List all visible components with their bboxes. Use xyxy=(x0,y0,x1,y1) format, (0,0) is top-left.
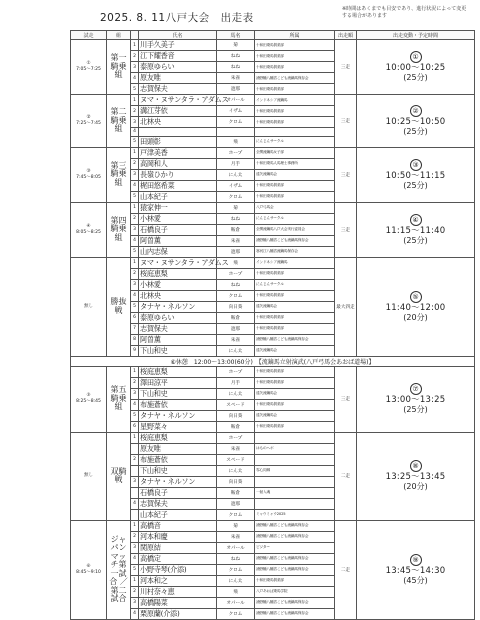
break-row xyxy=(71,356,475,366)
rider-affiliation: 十和田乗馬人馬理士事務所 xyxy=(255,158,335,169)
rider-name: ヌマ・ヌサンタラ・アダムス xyxy=(140,95,229,104)
horse-name: クロム xyxy=(217,608,255,619)
rider-number: 4 xyxy=(131,399,139,410)
trial-time: ② 7:25〜7:45 xyxy=(71,95,107,148)
rider-affiliation: 一射入魂 xyxy=(255,487,335,498)
horse-name: 月手 xyxy=(217,377,255,388)
rider-name: 石橋良子 xyxy=(139,487,217,498)
run-order: 三走 xyxy=(335,202,357,257)
rider-name: 桜庭恵梨 xyxy=(139,268,217,279)
rider-affiliation: インドネシア流鏑馬 xyxy=(255,257,335,268)
rider-name: 下山和史 xyxy=(139,345,217,356)
rider-number: 5 xyxy=(131,136,139,147)
rider-affiliation: 十和田乗馬俱楽部 xyxy=(255,51,335,62)
rider-number: 3 xyxy=(131,117,139,128)
schedule-cell xyxy=(357,520,475,619)
table-row xyxy=(71,147,475,158)
rider-affiliation: 十和田乗馬俱楽部 xyxy=(255,106,335,117)
rider-number: 3 xyxy=(131,476,139,487)
rider-name: 澤田涼平 xyxy=(139,377,217,388)
run-order: 三走 xyxy=(335,40,357,95)
horse-name: にん太 xyxy=(217,169,255,180)
rider-number: 2 xyxy=(131,586,139,597)
rider-name: 河本和慶 xyxy=(139,531,217,542)
horse-name: クロム xyxy=(217,509,255,520)
rider-number: 1 xyxy=(131,432,139,443)
rider-affiliation: 浦野幡八幡宮こども流鏑馬保存会 xyxy=(255,520,335,531)
rider-number: 2 xyxy=(131,268,139,279)
horse-name: 遮那 xyxy=(217,84,255,95)
schedule-number: ② xyxy=(410,105,422,117)
rider-affiliation: 十和田乗馬俱楽部 xyxy=(255,377,335,388)
group-label: 第二騎乗組 xyxy=(107,95,131,148)
rider-name: 阿曽薫 xyxy=(139,235,217,246)
rider-name: 小林愛 xyxy=(139,213,217,224)
horse-name: イザム xyxy=(217,106,255,117)
rider-affiliation: にんじんサークル xyxy=(255,136,335,147)
rider-affiliation: 浦野幡八幡宮こども流鏑馬保存会 xyxy=(255,334,335,345)
trial-time: ⑤ 8:25〜8:45 xyxy=(71,366,107,432)
rider-affiliation: 十和田乗馬俱楽部 xyxy=(255,84,335,95)
rider-number: 3 xyxy=(131,597,139,608)
run-order: 二走 xyxy=(335,432,357,520)
rider-affiliation xyxy=(255,476,335,487)
header-order: 出走順 xyxy=(335,31,357,40)
horse-name: にん太 xyxy=(217,388,255,399)
horse-name: ホープ xyxy=(217,268,255,279)
trial-time: ⑥ 8:45〜9:10 xyxy=(71,520,107,619)
schedule-time: 13:45〜14:30 xyxy=(385,565,446,576)
page-title: 2025. 8. 11八戸大会 出走表 xyxy=(100,12,254,24)
rider-number: 4 xyxy=(131,180,139,191)
group-label: 勝抜戦 xyxy=(107,257,131,356)
rider-affiliation: 十和田乗馬俱楽部 xyxy=(255,323,335,334)
rider-number: 2 xyxy=(131,106,139,117)
rider-affiliation: 浦野幡八幡宮こども流鏑馬保存会 xyxy=(255,235,335,246)
horse-name: 向日葵 xyxy=(217,476,255,487)
rider-affiliation: 十和田乗馬俱楽部 xyxy=(255,40,335,51)
rider-number: 1 xyxy=(131,147,139,158)
horse-name: にん太 xyxy=(217,465,255,476)
rider-affiliation: 八戸弓馬会 xyxy=(255,202,335,213)
group-label: ジャパンマッチ第一試合 ／ 第二試合 xyxy=(107,520,131,619)
rider-name: 原友唯 xyxy=(139,73,217,84)
rider-number: 9 xyxy=(131,345,139,356)
rider-name: 猿家伸一 xyxy=(139,202,217,213)
schedule-cell xyxy=(357,202,475,257)
rider-number: 1 xyxy=(131,40,139,51)
rider-number: 5 xyxy=(131,191,139,202)
rider-number: 4 xyxy=(131,553,139,564)
rider-affiliation: 十和田乗馬俱楽部 xyxy=(255,312,335,323)
rider-affiliation: 浦野幡八幡宮こども流鏑馬保存会 xyxy=(255,73,335,84)
rider-affiliation: 遠矢流鏑馬会 xyxy=(255,301,335,312)
schedule-duration: (20分) xyxy=(403,482,428,492)
run-order: 三走 xyxy=(335,147,357,202)
horse-name: 向日葵 xyxy=(217,301,255,312)
rider-number: 5 xyxy=(131,564,139,575)
group-label: 第三騎乗組 xyxy=(107,147,131,202)
rider-name: 田頭彰 xyxy=(139,136,217,147)
rider-affiliation: はものへボ xyxy=(255,443,335,454)
horse-name: ねね xyxy=(217,213,255,224)
table-body xyxy=(71,40,475,620)
rider-number: 3 xyxy=(131,169,139,180)
rider-number: 4 xyxy=(131,290,139,301)
horse-name: オパール xyxy=(217,597,255,608)
schedule-duration: (25分) xyxy=(403,405,428,415)
horse-name: にん太 xyxy=(217,345,255,356)
rider-number: 2 xyxy=(131,51,139,62)
horse-name: クロム xyxy=(217,117,255,128)
rider-name: 星野菜々 xyxy=(139,421,217,432)
group-label: 第五騎乗組 xyxy=(107,366,131,432)
rider-name: 梶田悠希菜 xyxy=(139,180,217,191)
rider-name: 桜庭恵梨 xyxy=(139,432,217,443)
horse-name: 鞍倉 xyxy=(217,224,255,235)
schedule-duration: (25分) xyxy=(403,73,428,82)
schedule-cell xyxy=(357,95,475,148)
rider-affiliation: 遠矢流鏑馬会 xyxy=(255,345,335,356)
rider-number: 2 xyxy=(131,213,139,224)
rider-name: タナヤ・ネルソン xyxy=(139,476,217,487)
schedule-time: 10:00〜10:25 xyxy=(385,63,446,73)
schedule-cell xyxy=(357,432,475,520)
rider-number: 4 xyxy=(131,608,139,619)
rider-number: 1 xyxy=(131,575,139,586)
rider-name: 志賀保夫 xyxy=(139,323,217,334)
entry-table xyxy=(70,30,475,620)
horse-name: 鞍倉 xyxy=(217,312,255,323)
rider-name: 原友唯 xyxy=(139,443,217,454)
horse-name: 遮那 xyxy=(217,323,255,334)
rider-number: 7 xyxy=(131,323,139,334)
schedule-cell xyxy=(357,257,475,356)
rider-affiliation: 全関流鏑馬八戸大会実行委員会 xyxy=(255,224,335,235)
horse-name: スペード xyxy=(217,454,255,465)
horse-name: ホープ xyxy=(217,147,255,158)
schedule-number: ④ xyxy=(410,214,422,226)
rider-number xyxy=(131,509,139,520)
rider-affiliation: 十和田乗馬俱楽部 xyxy=(255,399,335,410)
run-order: 三走 xyxy=(335,366,357,432)
rider-affiliation xyxy=(255,432,335,443)
rider-affiliation: 全関流鏑馬女子部 xyxy=(255,147,335,158)
rider-name: 泰原ゆらい xyxy=(139,62,217,73)
rider-name: 北林央 xyxy=(139,290,217,301)
schedule-time: 13:00〜13:25 xyxy=(385,395,446,406)
horse-name xyxy=(217,128,255,137)
rider-affiliation xyxy=(255,128,335,137)
rider-number xyxy=(131,443,139,454)
rider-number: 8 xyxy=(131,334,139,345)
group-label: 第一騎乗組 xyxy=(107,40,131,95)
rider-affiliation: 十和田乗馬俱楽部 xyxy=(255,366,335,377)
header-name: 氏名 xyxy=(139,31,217,40)
trial-time: ③ 7:45〜8:05 xyxy=(71,147,107,202)
schedule-duration: (25分) xyxy=(403,180,428,190)
horse-name: ねね xyxy=(217,279,255,290)
rider-affiliation: 十和田乗馬俱楽部 xyxy=(255,575,335,586)
horse-name: 朱雀 xyxy=(217,235,255,246)
horse-name: 向日葵 xyxy=(217,410,255,421)
rider-name: 溝江芽依 xyxy=(139,106,217,117)
rider-number: 2 xyxy=(131,531,139,542)
header-schedule: 出走変動・予定時間 xyxy=(357,31,475,40)
rider-number: 1 xyxy=(131,366,139,377)
rider-affiliation: 浦野幡八幡宮こども流鏑馬保存会 xyxy=(255,531,335,542)
horse-name: ホープ xyxy=(217,432,255,443)
rider-number: 2 xyxy=(131,377,139,388)
header-group: 組 xyxy=(107,31,131,40)
rider-number: 2 xyxy=(131,158,139,169)
rider-name: 山本紀子 xyxy=(139,509,217,520)
rider-affiliation: 零心同郷 xyxy=(255,465,335,476)
header-horse: 馬名 xyxy=(217,31,255,40)
rider-number: 3 xyxy=(131,279,139,290)
schedule-number: ⑨ xyxy=(410,554,422,566)
rider-affiliation: ミャウミャウ2025 xyxy=(255,509,335,520)
rider-number: 4 xyxy=(131,235,139,246)
rider-affiliation: 十和田乗馬俱楽部 xyxy=(255,117,335,128)
horse-name: クロム xyxy=(217,290,255,301)
schedule-number: ⑤ xyxy=(410,291,422,303)
rider-number: 1 xyxy=(131,202,139,213)
rider-affiliation: 遠矢流鏑馬会 xyxy=(255,410,335,421)
rider-number: 3 xyxy=(131,62,139,73)
rider-name: 石橋良子 xyxy=(139,224,217,235)
table-row xyxy=(71,95,475,106)
horse-name: 菊 xyxy=(217,40,255,51)
rider-name: 山内志保 xyxy=(139,246,217,257)
schedule-duration: (45分) xyxy=(403,575,428,585)
horse-name: クロム xyxy=(217,564,255,575)
horse-name: 遮那 xyxy=(217,246,255,257)
horse-name: クロム xyxy=(217,191,255,202)
horse-name: 飛 xyxy=(217,257,255,268)
run-order: 最大四走 xyxy=(335,257,357,356)
rider-affiliation xyxy=(255,454,335,465)
rider-name: 江下耀香音 xyxy=(139,51,217,62)
rider-name: 高橋定 xyxy=(139,553,217,564)
rider-number: 4 xyxy=(131,73,139,84)
rider-name: 小野寺琴(介添) xyxy=(139,564,217,575)
schedule-cell xyxy=(357,366,475,432)
schedule-number: ③ xyxy=(410,159,422,171)
rider-number: 4 xyxy=(131,498,139,509)
trial-time: ① 7:05〜7:25 xyxy=(71,40,107,95)
trial-time: 無し xyxy=(71,432,107,520)
rider-affiliation: にんじんサークル xyxy=(255,213,335,224)
rider-name: 布施蒼依 xyxy=(139,399,217,410)
rider-affiliation: 十和田乗馬俱楽部 xyxy=(255,268,335,279)
rider-name: 志賀保夫 xyxy=(139,498,217,509)
horse-name: オパール xyxy=(217,542,255,553)
schedule-cell xyxy=(357,40,475,95)
rider-number xyxy=(131,487,139,498)
rider-number: 1 xyxy=(131,520,139,531)
rider-number: 5 xyxy=(131,246,139,257)
horse-name: 朱雀 xyxy=(217,73,255,84)
rider-name: 戸津美香 xyxy=(139,147,217,158)
rider-name: 阿曽薫 xyxy=(139,334,217,345)
rider-affiliation: 十和田乗馬俱楽部 xyxy=(255,62,335,73)
horse-name: ねね xyxy=(217,553,255,564)
horse-name: 遮那 xyxy=(217,498,255,509)
rider-name: 高橋陽菜 xyxy=(139,597,217,608)
rider-affiliation: 十和田乗馬俱楽部 xyxy=(255,421,335,432)
rider-affiliation: 遠矢流鏑馬会 xyxy=(255,169,335,180)
horse-name: 朱雀 xyxy=(217,443,255,454)
trial-time: 無し xyxy=(71,257,107,356)
rider-affiliation: 浦野幡八幡宮こども流鏑馬保存会 xyxy=(255,564,335,575)
rider-name: 川村奈々恵 xyxy=(139,586,217,597)
group-label: 双騎戦 xyxy=(107,432,131,520)
rider-number: 5 xyxy=(131,84,139,95)
rider-number: 1 xyxy=(131,95,139,106)
rider-name: 布施蒼依 xyxy=(139,454,217,465)
horse-name: 菊 xyxy=(217,520,255,531)
rider-name: 高岡和人 xyxy=(139,158,217,169)
horse-name: ねね xyxy=(217,51,255,62)
rider-affiliation: にんじんサークル xyxy=(255,279,335,290)
schedule-time: 11:40〜12:00 xyxy=(385,302,446,313)
rider-affiliation: インドネシア流鏑馬 xyxy=(255,95,335,106)
rider-number: 4 xyxy=(131,128,139,137)
horse-name: 飛 xyxy=(217,586,255,597)
schedule-duration: (25分) xyxy=(403,126,428,136)
group-label: 第四騎乗組 xyxy=(107,202,131,257)
rider-name: 下山和史 xyxy=(139,465,217,476)
rider-affiliation: 十和田乗馬俱楽部 xyxy=(255,290,335,301)
rider-affiliation: 浦野幡八幡宮こども流鏑馬保存会 xyxy=(255,608,335,619)
rider-affiliation: 浦野幡八幡宮こども流鏑馬保存会 xyxy=(255,597,335,608)
rider-affiliation: 浦野幡八幡宮こども流鏑馬保存会 xyxy=(255,553,335,564)
rider-number: 6 xyxy=(131,421,139,432)
schedule-number: ① xyxy=(410,51,422,63)
rider-affiliation: 十和田乗馬俱楽部 xyxy=(255,180,335,191)
horse-name: オパール xyxy=(217,95,255,106)
horse-name: イザム xyxy=(217,180,255,191)
rider-number: 3 xyxy=(131,542,139,553)
horse-name: 朱雀 xyxy=(217,531,255,542)
rider-name: 志賀保夫 xyxy=(139,84,217,95)
table-row xyxy=(71,257,475,268)
table-row xyxy=(71,520,475,531)
horse-name: ホープ xyxy=(217,366,255,377)
rider-name: 川手久美子 xyxy=(139,40,217,51)
horse-name: 朱雀 xyxy=(217,334,255,345)
run-order: 三走 xyxy=(335,95,357,148)
trial-time: ④ 8:05〜8:25 xyxy=(71,202,107,257)
break-text: ⑥休憩 12:00〜13:00(60分) 【流鏑馬立射演武(八戸弓馬会あおば道場)】 xyxy=(71,356,475,366)
rider-affiliation: ピジター xyxy=(255,542,335,553)
horse-name: 月手 xyxy=(217,158,255,169)
rider-name: 泰原ゆらい xyxy=(139,312,217,323)
rider-affiliation xyxy=(255,498,335,509)
rider-name: 下山和史 xyxy=(139,388,217,399)
schedule-number: ⑦ xyxy=(410,383,422,395)
horse-name: ねね xyxy=(217,62,255,73)
rider-number: 5 xyxy=(131,410,139,421)
rider-name: 関原結 xyxy=(139,542,217,553)
rider-number: 6 xyxy=(131,312,139,323)
rider-name: 北林央 xyxy=(139,117,217,128)
rider-name: 高橋音 xyxy=(139,520,217,531)
schedule-time: 11:15〜11:40 xyxy=(385,225,446,236)
rider-name xyxy=(139,128,217,137)
rider-name: 栗原蘭(介添) xyxy=(139,608,217,619)
rider-name: 山本紀子 xyxy=(139,191,217,202)
rider-name: タナヤ・ネルソン xyxy=(139,410,217,421)
horse-name: 菊 xyxy=(217,202,255,213)
table-row xyxy=(71,366,475,377)
header-no xyxy=(131,31,139,40)
horse-name: スペード xyxy=(217,399,255,410)
schedule-duration: (25分) xyxy=(403,235,428,245)
schedule-note: ※時間はあくまでも目安であり、進行状況によって変更する場合があります xyxy=(342,6,467,19)
table-header xyxy=(71,31,475,40)
rider-name: ヌマ・ヌサンタラ・アダムス xyxy=(140,257,229,267)
rider-name: 桜庭恵梨 xyxy=(139,366,217,377)
rider-name: 河本和之 xyxy=(139,575,217,586)
header-affiliation: 所属 xyxy=(255,31,335,40)
horse-name: にん太 xyxy=(217,575,255,586)
schedule-time: 13:25〜13:45 xyxy=(385,472,446,483)
schedule-time: 10:25〜10:50 xyxy=(385,116,446,127)
horse-name: 鞍倉 xyxy=(217,487,255,498)
schedule-number: ⑧ xyxy=(410,460,422,472)
rider-affiliation: 寒河江八幡宮流鏑馬保存会 xyxy=(255,246,335,257)
rider-number: 2 xyxy=(131,454,139,465)
run-order: 二走 xyxy=(335,520,357,619)
header-trial: 試走 xyxy=(71,31,107,40)
table-row xyxy=(71,202,475,213)
rider-number: 3 xyxy=(131,388,139,399)
schedule-cell xyxy=(357,147,475,202)
schedule-duration: (20分) xyxy=(403,312,428,322)
horse-name: 飛 xyxy=(217,136,255,147)
rider-affiliation: 十和田乗馬俱楽部 xyxy=(255,191,335,202)
schedule-time: 10:50〜11:15 xyxy=(385,170,446,181)
rider-number: 5 xyxy=(131,301,139,312)
rider-number: 3 xyxy=(131,224,139,235)
table-row xyxy=(71,432,475,443)
rider-name: タナヤ・ネルソン xyxy=(139,301,217,312)
rider-affiliation: 八戸あおば乗馬学院 xyxy=(255,586,335,597)
rider-name: 長嶺ひかり xyxy=(139,169,217,180)
horse-name: 鞍倉 xyxy=(217,421,255,432)
table-row xyxy=(71,40,475,51)
rider-number xyxy=(131,465,139,476)
rider-affiliation: 遠矢流鏑馬会 xyxy=(255,388,335,399)
rider-number: 1 xyxy=(131,257,139,268)
rider-name: 小林愛 xyxy=(139,279,217,290)
